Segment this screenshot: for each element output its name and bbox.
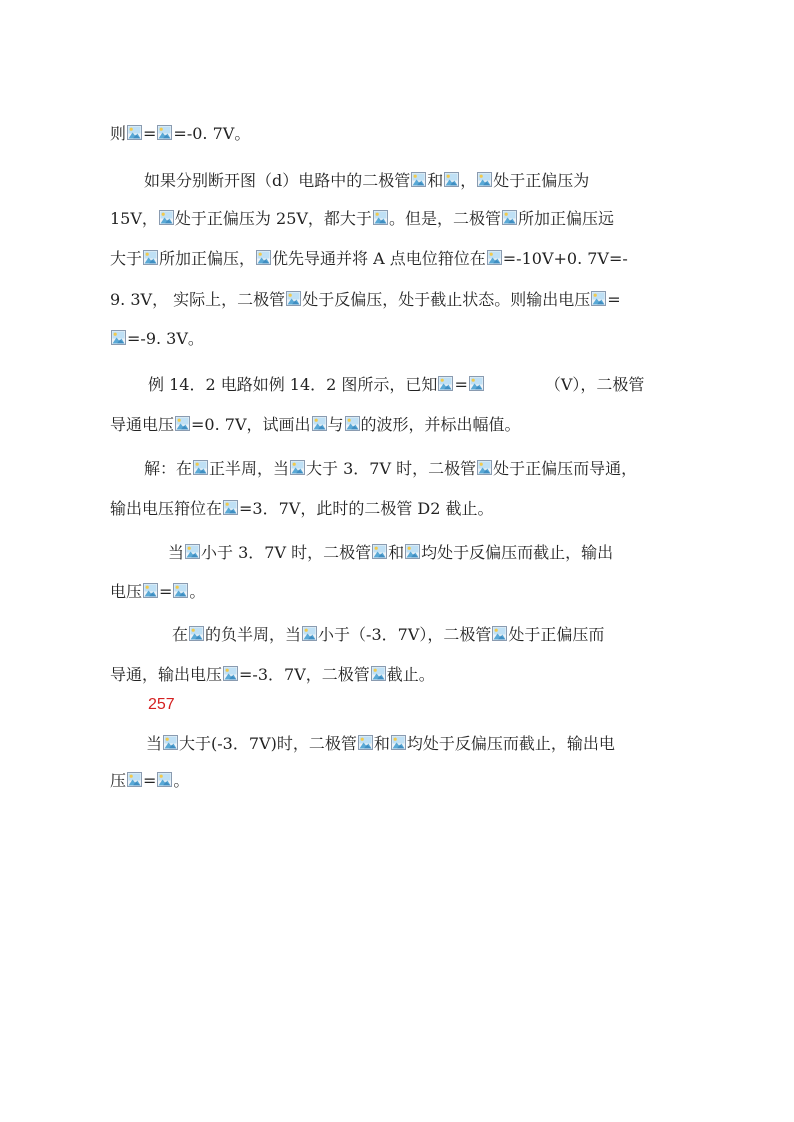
page-number: 257 xyxy=(148,696,175,713)
text-span: 。 xyxy=(189,582,206,601)
text-span: =-9. 3V。 xyxy=(127,329,204,348)
text-span: 大于 xyxy=(110,249,143,268)
broken-image-icon xyxy=(438,376,453,391)
text-span: 的波形，并标出幅值。 xyxy=(360,415,521,434)
broken-image-icon xyxy=(193,460,208,475)
broken-image-icon xyxy=(371,666,386,681)
broken-image-icon xyxy=(469,376,484,391)
text-line xyxy=(148,374,644,396)
text-span: = xyxy=(143,124,157,143)
text-span: 例 14．2 电路如例 14．2 图所示，已知 xyxy=(148,375,438,394)
text-line xyxy=(110,498,494,520)
broken-image-icon xyxy=(143,250,158,265)
broken-image-icon xyxy=(373,210,388,225)
text-span: 15V， xyxy=(110,209,158,228)
text-span: 压 xyxy=(110,771,127,790)
text-span: 如果分别断开图（d）电路中的二极管 xyxy=(144,171,411,190)
broken-image-icon xyxy=(127,125,142,140)
text-line xyxy=(144,458,637,480)
text-line xyxy=(110,289,621,311)
text-span: 大于 3．7V 时，二极管 xyxy=(306,459,477,478)
text-span: 处于正偏压为 25V，都大于 xyxy=(174,209,372,228)
text-span: 截止。 xyxy=(386,665,435,684)
text-span: 正半周，当 xyxy=(209,459,290,478)
text-line xyxy=(110,123,250,145)
blank-space xyxy=(485,375,545,390)
text-line xyxy=(110,414,521,436)
broken-image-icon xyxy=(223,666,238,681)
text-span: 处于正偏压而导通， xyxy=(493,459,638,478)
broken-image-icon xyxy=(591,291,606,306)
text-line xyxy=(110,328,204,350)
text-span: 9. 3V， 实际上，二极管 xyxy=(110,290,286,309)
text-span: =-3．7V，二极管 xyxy=(239,665,370,684)
broken-image-icon xyxy=(290,460,305,475)
text-line xyxy=(110,581,205,603)
text-line xyxy=(110,664,435,686)
text-span: =0. 7V，试画出 xyxy=(191,415,311,434)
text-line xyxy=(146,733,615,755)
broken-image-icon xyxy=(189,626,204,641)
broken-image-icon xyxy=(143,583,158,598)
text-line xyxy=(110,770,189,792)
text-span: 电压 xyxy=(110,582,143,601)
text-span: 所加正偏压远 xyxy=(517,209,614,228)
text-span: 则 xyxy=(110,124,127,143)
text-span: 与 xyxy=(327,415,344,434)
broken-image-icon xyxy=(286,291,301,306)
text-line xyxy=(172,624,604,646)
broken-image-icon xyxy=(163,735,178,750)
text-span: 大于(-3．7V)时，二极管 xyxy=(179,734,357,753)
broken-image-icon xyxy=(345,416,360,431)
broken-image-icon xyxy=(358,735,373,750)
text-span: 和 xyxy=(427,171,444,190)
text-span: = xyxy=(607,290,621,309)
text-span: = xyxy=(454,375,468,394)
broken-image-icon xyxy=(157,125,172,140)
text-line xyxy=(110,208,614,230)
text-span: ， xyxy=(460,171,477,190)
text-span: 导通，输出电压 xyxy=(110,665,223,684)
broken-image-icon xyxy=(502,210,517,225)
broken-image-icon xyxy=(492,626,507,641)
text-line xyxy=(168,542,613,564)
text-span: 。 xyxy=(173,771,190,790)
text-span: 输出电压箝位在 xyxy=(110,499,223,518)
broken-image-icon xyxy=(111,330,126,345)
text-span: 小于 3．7V 时，二极管 xyxy=(201,543,372,562)
text-line xyxy=(110,248,628,270)
broken-image-icon xyxy=(391,735,406,750)
text-span: 的负半周，当 xyxy=(205,625,302,644)
text-span: =-0. 7V。 xyxy=(173,124,251,143)
text-span: =-10V+0. 7V=- xyxy=(502,249,628,268)
broken-image-icon xyxy=(185,544,200,559)
broken-image-icon xyxy=(312,416,327,431)
text-span: = xyxy=(143,771,157,790)
text-span: 当 xyxy=(146,734,163,753)
broken-image-icon xyxy=(223,500,238,515)
text-span: 导通电压 xyxy=(110,415,175,434)
broken-image-icon xyxy=(444,172,459,187)
broken-image-icon xyxy=(405,544,420,559)
broken-image-icon xyxy=(175,416,190,431)
text-span: 处于正偏压为 xyxy=(493,171,590,190)
broken-image-icon xyxy=(256,250,271,265)
broken-image-icon xyxy=(127,772,142,787)
broken-image-icon xyxy=(157,772,172,787)
text-span: 和 xyxy=(373,734,390,753)
text-span: 和 xyxy=(388,543,405,562)
text-span: 当 xyxy=(168,543,185,562)
broken-image-icon xyxy=(372,544,387,559)
text-span: 小于（-3．7V），二极管 xyxy=(318,625,492,644)
text-span: 处于反偏压，处于截止状态。则输出电压 xyxy=(302,290,591,309)
broken-image-icon xyxy=(159,210,174,225)
text-span: 处于正偏压而 xyxy=(508,625,605,644)
text-span: 。但是，二极管 xyxy=(388,209,501,228)
text-line xyxy=(144,170,589,192)
broken-image-icon xyxy=(477,460,492,475)
text-span: （V），二极管 xyxy=(544,375,645,394)
text-span: 均处于反偏压而截止，输出 xyxy=(421,543,614,562)
text-span: = xyxy=(159,582,173,601)
text-span: 在 xyxy=(172,625,189,644)
text-span: 所加正偏压， xyxy=(159,249,256,268)
broken-image-icon xyxy=(487,250,502,265)
text-span: 解：在 xyxy=(144,459,193,478)
broken-image-icon xyxy=(302,626,317,641)
broken-image-icon xyxy=(477,172,492,187)
text-span: 优先导通并将 A 点电位箝位在 xyxy=(272,249,486,268)
text-span: 均处于反偏压而截止，输出电 xyxy=(406,734,615,753)
broken-image-icon xyxy=(173,583,188,598)
broken-image-icon xyxy=(411,172,426,187)
text-span: =3．7V，此时的二极管 D2 截止。 xyxy=(239,499,494,518)
